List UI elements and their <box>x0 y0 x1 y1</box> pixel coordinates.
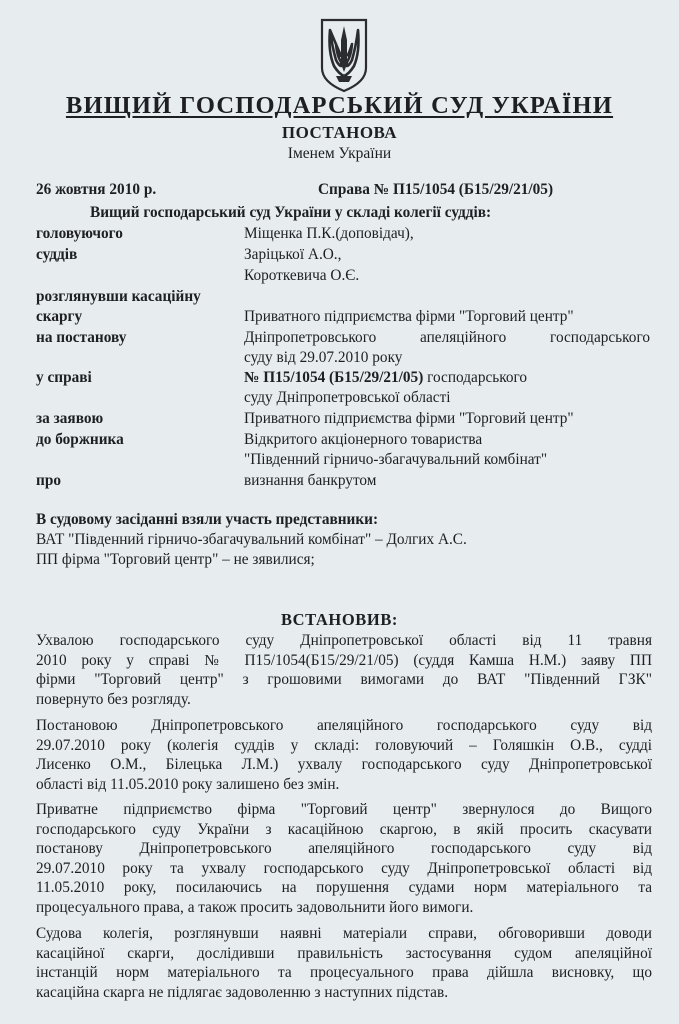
appeal-court: Дніпропетровського апеляційного господарського <box>244 329 650 346</box>
paragraph-line: касаційної скарги, дослідивши правильність застосування судом апеляційної <box>36 944 652 962</box>
application-label: за заявою <box>36 410 104 427</box>
paragraph-line: процесуального права, а також просить задовольнити його вимоги. <box>36 898 474 916</box>
presiding-label: головуючого <box>36 225 123 242</box>
court-name: ВИЩИЙ ГОСПОДАРСЬКИЙ СУД УКРАЇНИ <box>65 92 614 119</box>
presiding-judge: Міщенка П.К.(доповідач), <box>244 225 414 242</box>
applicant: Приватного підприємства фірми "Торговий центр" <box>244 410 574 427</box>
paragraph-line: Приватне підприємство фірма "Торговий центр" звернулося до Вищого <box>36 801 652 818</box>
in-case-court: господарського <box>423 369 528 386</box>
on-decree-label: на постанову <box>36 329 127 346</box>
paragraph-4 <box>36 924 652 1002</box>
debtor-line1: Відкритого акціонерного товариства <box>244 431 483 448</box>
in-case-value <box>244 368 527 388</box>
document-type: ПОСТАНОВА <box>281 123 398 142</box>
judges-label: суддів <box>36 246 78 263</box>
paragraph-line: Постановою Дніпропетровського апеляційного господарського суду від <box>36 717 652 734</box>
about-label: про <box>36 472 61 489</box>
paragraph-3 <box>36 800 652 918</box>
paragraph-line: повернуто без розгляду. <box>36 690 191 708</box>
debtor-line2: "Південний гірничо-збагачувальний комбінат" <box>244 451 548 468</box>
participant-1: ВАТ "Південний гірничо-збагачувальний комбінат" – Долгих А.С. <box>36 531 467 548</box>
paragraph-line: Лисенко О.М., Білецька Л.М.) ухвалу господарського суду Дніпропетровської <box>36 756 652 774</box>
in-case-number: № П15/1054 (Б15/29/21/05) <box>244 369 424 386</box>
debtor-label: до боржника <box>36 431 124 448</box>
complaint-label: скаргу <box>36 308 83 325</box>
in-case-court-line2: суду Дніпропетровської області <box>244 389 451 406</box>
participant-2: ПП фірма "Торговий центр" – не зявилися; <box>36 551 315 568</box>
judge-2: Короткевича О.Є. <box>244 267 360 284</box>
trident-emblem-icon <box>316 16 372 94</box>
complainant: Приватного підприємства фірми "Торговий центр" <box>244 308 574 325</box>
paragraph-line: Ухвалою господарського суду Дніпропетровської області від 11 травня <box>36 632 652 649</box>
about-value: визнання банкрутом <box>244 472 377 489</box>
participants-heading: В судовому засіданні взяли участь представники: <box>36 511 379 528</box>
paragraph-2 <box>36 716 652 794</box>
in-name-of-ukraine: Іменем України <box>287 145 392 162</box>
paragraph-line: постанову Дніпропетровського апеляційного господарського суду від <box>36 840 652 858</box>
paragraph-line: фірми "Торговий центр" з грошовими вимогами до ВАТ "Південний ГЗК" <box>36 671 652 689</box>
in-case-label: у справі <box>36 369 92 386</box>
review-label: розглянувши касаційну <box>36 288 201 305</box>
paragraph-line: області від 11.05.2010 року залишено без змін. <box>36 775 340 793</box>
established-heading: ВСТАНОВИВ: <box>280 610 399 629</box>
paragraph-1 <box>36 631 652 709</box>
appeal-court-date: суду від 29.07.2010 року <box>244 349 403 366</box>
paragraph-line: 29.07.2010 року та ухвалу господарського суду Дніпропетровської області від <box>36 859 652 877</box>
paragraph-line: інстанцій норм матеріального та процесуального права дійшла висновку, що <box>36 964 652 982</box>
court-composition: Вищий господарський суд України у складі колегії суддів: <box>90 204 492 221</box>
paragraph-line: Судова колегія, розглянувши наявні матеріали справи, обговоривши доводи <box>36 925 652 942</box>
paragraph-line: 2010 року у справі № П15/1054(Б15/29/21/05) (суддя Камша Н.М.) заяву ПП <box>36 651 652 669</box>
case-number: Справа № П15/1054 (Б15/29/21/05) <box>318 181 554 198</box>
paragraph-line: 11.05.2010 року, посилаючись на порушення судами норм матеріального та <box>36 879 652 897</box>
paragraph-line: господарського суду України з касаційною скаргою, в якій просить скасувати <box>36 820 652 838</box>
paragraph-line: касаційна скарга не підлягає задоволенню з наступних підстав. <box>36 983 449 1001</box>
decision-date: 26 жовтня 2010 р. <box>36 181 157 198</box>
paragraph-line: 29.07.2010 року (колегія суддів у складі: головуючий – Голяшкін О.В., судді <box>36 736 652 754</box>
judge-1: Зарiцької А.О., <box>244 246 342 263</box>
